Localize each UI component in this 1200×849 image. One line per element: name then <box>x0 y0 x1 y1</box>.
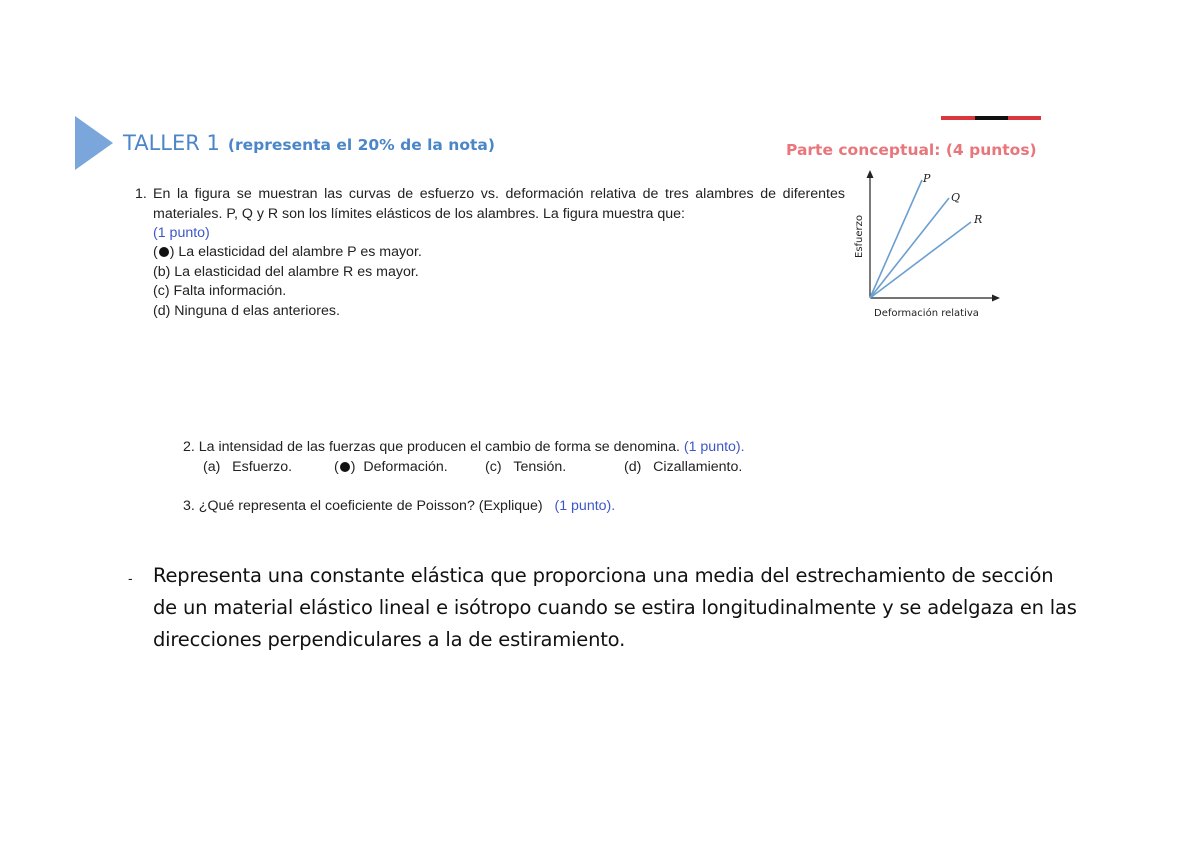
q1-option-b: (b) La elasticidad del alambre R es mayor. <box>153 263 419 280</box>
selected-mark-icon <box>340 462 350 472</box>
question-2-points: (1 punto). <box>683 439 745 455</box>
label-r: R <box>974 213 983 226</box>
selected-mark-icon <box>159 247 169 257</box>
question-2-text: La intensidad de las fuerzas que producen el cambio de forma se denomina. <box>198 439 680 455</box>
question-2-number: 2. <box>183 439 195 455</box>
q2-option-b: ( ) Deformación. <box>334 459 448 475</box>
answer-text: Representa una constante elástica que proporciona una media del estrechamiento de sección de un material elástico lineal e isótropo cuando se estira longitudinalmente y se adelgaza en las direcciones perpendiculares a la de estiramiento. <box>153 564 1077 651</box>
q1-option-c: (c) Falta información. <box>153 283 287 299</box>
label-q: Q <box>951 191 961 204</box>
x-axis-label: Deformación relativa <box>874 308 979 319</box>
question-3 <box>183 498 615 514</box>
page-title <box>123 131 495 155</box>
q2-option-a: (a) Esfuerzo. <box>203 459 293 475</box>
y-axis-label: Esfuerzo <box>854 214 865 258</box>
question-1-number: 1. <box>135 186 147 202</box>
title-main: TALLER 1 <box>123 131 220 155</box>
q1-option-d: (d) Ninguna d elas anteriores. <box>153 302 340 319</box>
y-axis-arrow-icon <box>867 170 874 178</box>
q2-option-c: (c) Tensión. <box>485 459 567 475</box>
question-3-text: ¿Qué representa el coeficiente de Poisson? (Explique) <box>198 498 543 514</box>
section-heading: Parte conceptual: (4 puntos) <box>786 141 1037 159</box>
question-1-text: En la figura se muestran las curvas de esfuerzo vs. deformación relativa de tres alambres de diferentes materiales. P, Q y R son los límites elásticos de los alambres. La figura muestra que: <box>153 186 845 222</box>
question-3-number: 3. <box>183 498 195 514</box>
q2-option-d: (d) Cizallamiento. <box>624 459 743 475</box>
label-p: P <box>923 172 931 185</box>
answer-bullet: - <box>128 570 133 586</box>
play-triangle-icon <box>75 116 113 170</box>
x-axis-arrow-icon <box>992 295 1000 302</box>
question-2 <box>183 439 745 455</box>
question-1 <box>135 185 845 244</box>
question-3-points: (1 punto). <box>554 498 616 514</box>
color-bar-black <box>975 116 1008 120</box>
stress-strain-figure <box>848 166 1008 326</box>
q1-option-a: ( ) La elasticidad del alambre P es mayor. <box>153 244 422 260</box>
title-subtitle: (representa el 20% de la nota) <box>227 136 495 154</box>
line-p <box>870 180 922 298</box>
question-1-points: (1 punto) <box>153 225 210 241</box>
color-bar-red-left <box>941 116 975 120</box>
color-bar-red-right <box>1008 116 1041 120</box>
